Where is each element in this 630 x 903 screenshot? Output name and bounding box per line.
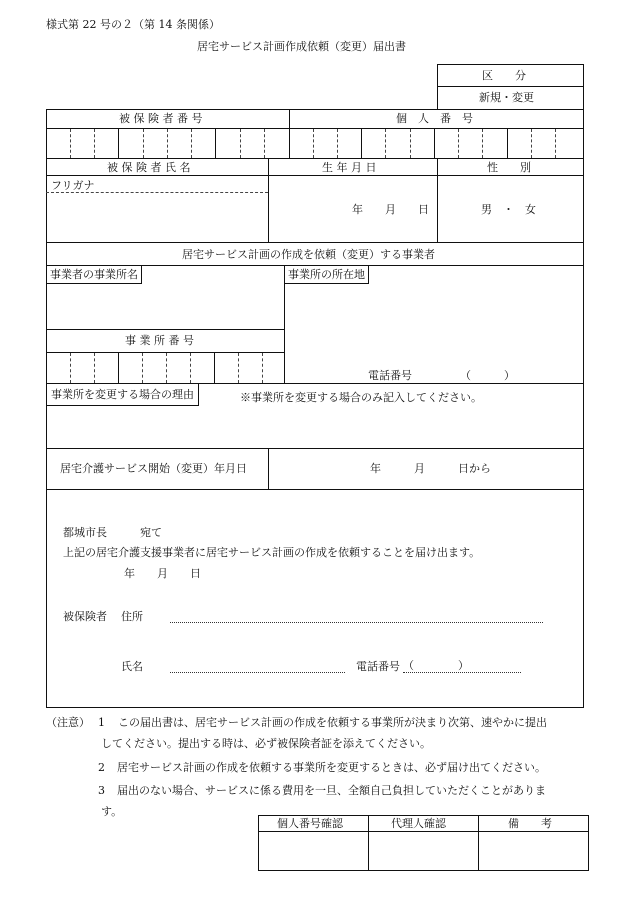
office-phone-label: 電話番号 [368, 369, 412, 382]
office-name-field[interactable] [47, 288, 283, 328]
applicant-phone-field[interactable]: （ ） [403, 660, 521, 673]
note-1-num: 1 [98, 716, 105, 729]
provider-section-header: 居宅サービス計画の作成を依頼（変更）する事業者 [182, 248, 435, 261]
start-date-label: 居宅介護サービス開始（変更）年月日 [60, 462, 247, 475]
note-1-line2: してください。提出する時は、必ず被保険者証を添えてください。 [101, 737, 431, 750]
office-address-label: 事業所の所在地 [284, 265, 369, 284]
office-name-label: 事業者の事業所名 [46, 265, 142, 284]
applicant-name-line[interactable] [170, 672, 345, 673]
office-address-field[interactable] [285, 288, 582, 358]
confirm-cell-3[interactable] [479, 832, 587, 869]
declaration-date[interactable]: 年 月 日 [124, 567, 201, 580]
birth-date-field[interactable]: 年 月 日 [352, 203, 429, 216]
note-3-line2: す。 [101, 805, 123, 818]
birth-header: 生 年 月 日 [322, 161, 377, 174]
form-id: 様式第 22 号の２（第 14 条関係） [46, 18, 220, 31]
category-value[interactable]: 新規・変更 [479, 91, 534, 104]
applicant-phone-label: 電話番号 [356, 660, 400, 673]
applicant-name-label: 氏名 [121, 660, 143, 673]
office-number-header: 事 業 所 番 号 [125, 334, 194, 347]
insured-label: 被保険者 [63, 610, 107, 623]
declaration-statement: 上記の居宅介護支援事業者に居宅サービス計画の作成を依頼することを届け出ます。 [63, 546, 481, 559]
address-label: 住所 [121, 610, 143, 623]
insured-number-header: 被 保 険 者 番 号 [119, 112, 203, 125]
address-line[interactable] [170, 622, 543, 623]
change-reason-field[interactable] [47, 410, 582, 447]
note-2-num: 2 [98, 761, 105, 774]
note-2-text: 居宅サービス計画の作成を依頼する事業所を変更するときは、必ず届け出てください。 [117, 761, 546, 774]
sex-header: 性 別 [487, 161, 531, 174]
change-reason-label: 事業所を変更する場合の理由 [46, 383, 199, 406]
furigana-label: フリガナ [51, 179, 95, 192]
notes-heading: （注意） [46, 716, 90, 729]
start-date-field[interactable]: 年 月 日から [370, 462, 491, 475]
addressee: 都城市長 宛て [63, 526, 162, 539]
note-3-line1: 届出のない場合、サービスに係る費用を一旦、全額自己負担していただくことがありま [117, 784, 546, 797]
note-1-line1: この届出書は、居宅サービス計画の作成を依頼する事業所が決まり次第、速やかに提出 [118, 716, 547, 729]
change-reason-note: ※事業所を変更する場合のみ記入してください。 [240, 391, 482, 404]
confirm-cell-1[interactable] [259, 832, 367, 869]
confirm-col-3: 備 考 [508, 817, 552, 830]
confirm-col-1: 個人番号確認 [277, 817, 343, 830]
office-phone-field[interactable]: （ ） [460, 369, 515, 382]
confirm-col-2: 代理人確認 [391, 817, 446, 830]
category-header: 区 分 [482, 69, 526, 82]
insured-name-header: 被 保 険 者 氏 名 [107, 161, 191, 174]
sex-options[interactable]: 男 ・ 女 [481, 203, 536, 216]
personal-number-header: 個 人 番 号 [396, 112, 473, 125]
insured-name-field[interactable] [47, 193, 267, 241]
form-title: 居宅サービス計画作成依頼（変更）届出書 [197, 40, 406, 53]
confirm-cell-2[interactable] [369, 832, 477, 869]
note-3-num: 3 [98, 784, 105, 797]
